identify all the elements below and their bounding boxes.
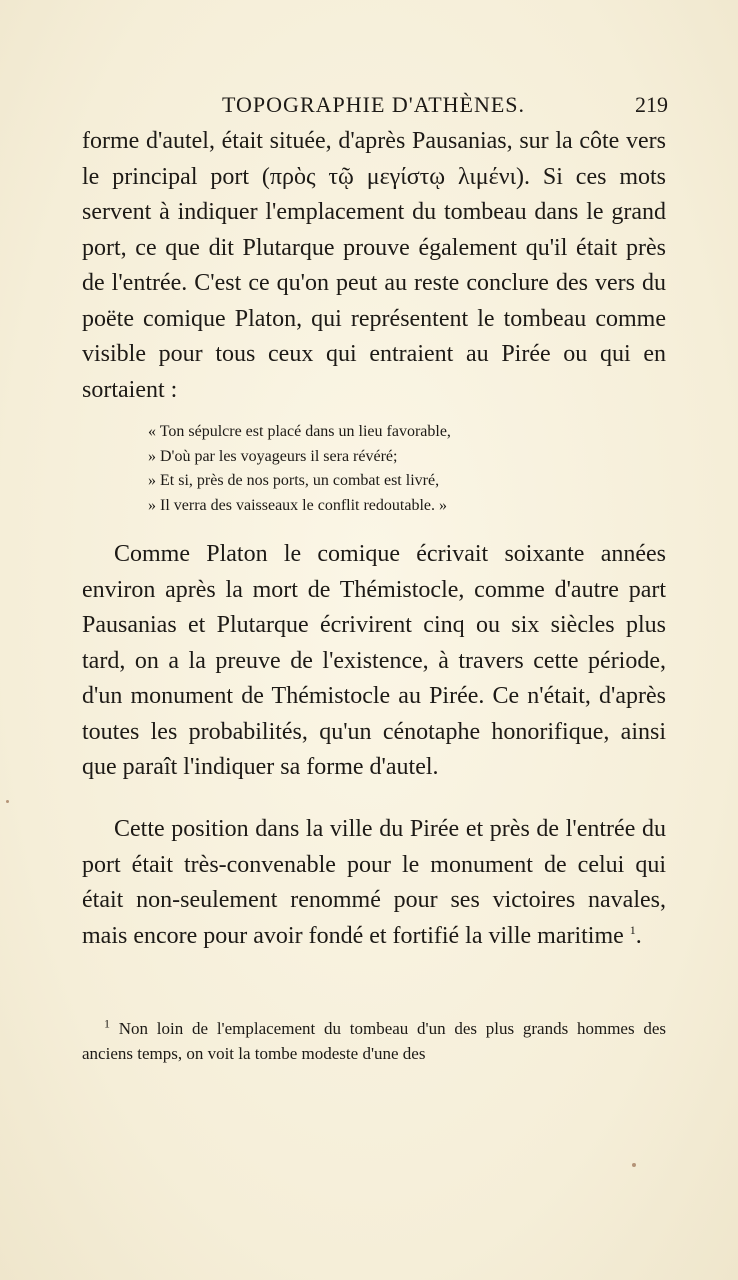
verse-line-1: « Ton sépulcre est placé dans un lieu favorable, — [148, 423, 451, 440]
page-number: 219 — [635, 92, 668, 117]
paragraph-3 — [82, 812, 666, 954]
verse-line-4: » Il verra des vaisseaux le conflit redoutable. » — [148, 496, 447, 514]
page-header — [82, 92, 668, 122]
verse-quotation — [148, 420, 588, 518]
paper-spot — [6, 800, 9, 803]
verse-line-3: » Et si, près de nos ports, un combat est livré, — [148, 472, 440, 489]
footnote-text: Non loin de l'emplacement du tombeau d'un des plus grands hommes des anciens temps, on voit la tombe modeste d'une des — [82, 1019, 666, 1063]
footnote-mark: 1 — [104, 1016, 110, 1031]
paragraph-3-text: Cette position dans la ville du Pirée et près de l'entrée du port était très-convenable pour le monument de celui qui était non-seulement renommé pour ses victoires navales, mais encore pour avoir fondé et fortifié la ville maritime — [82, 816, 666, 949]
paper-spot — [632, 1163, 636, 1167]
paragraph-1: forme d'autel, était située, d'après Pausanias, sur la côte vers le principal port (πρὸς τῷ μεγίστῳ λιμένι). Si ces mots servent à indiquer l'emplacement du tombeau dans le grand port, ce que dit Plutarque prouve également qu'il était près de l'entrée. C'est ce qu'on peut au reste conclure des vers du poëte comique Platon, qui représentent le tombeau comme visible pour tous ceux qui entraient au Pirée ou qui en sortaient : — [82, 128, 666, 403]
footnote-reference[interactable]: 1 — [629, 922, 636, 937]
running-title: TOPOGRAPHIE D'ATHÈNES. — [222, 92, 526, 117]
verse-line-2: » D'où par les voyageurs il sera révéré; — [148, 447, 398, 465]
paragraph-2: Comme Platon le comique écrivait soixante années environ après la mort de Thémistocle, comme d'autre part Pausanias et Plutarque écrivirent cinq ou six siècles plus tard, on a la preuve de l'existence, à travers cette période, d'un monument de Thémistocle au Pirée. Ce n'était, d'après toutes les probabilités, qu'un cénotaphe honorifique, ainsi que paraît l'indiquer sa forme d'autel. — [82, 541, 666, 780]
footnote — [82, 1016, 666, 1066]
paragraph-3-end: . — [635, 922, 642, 949]
